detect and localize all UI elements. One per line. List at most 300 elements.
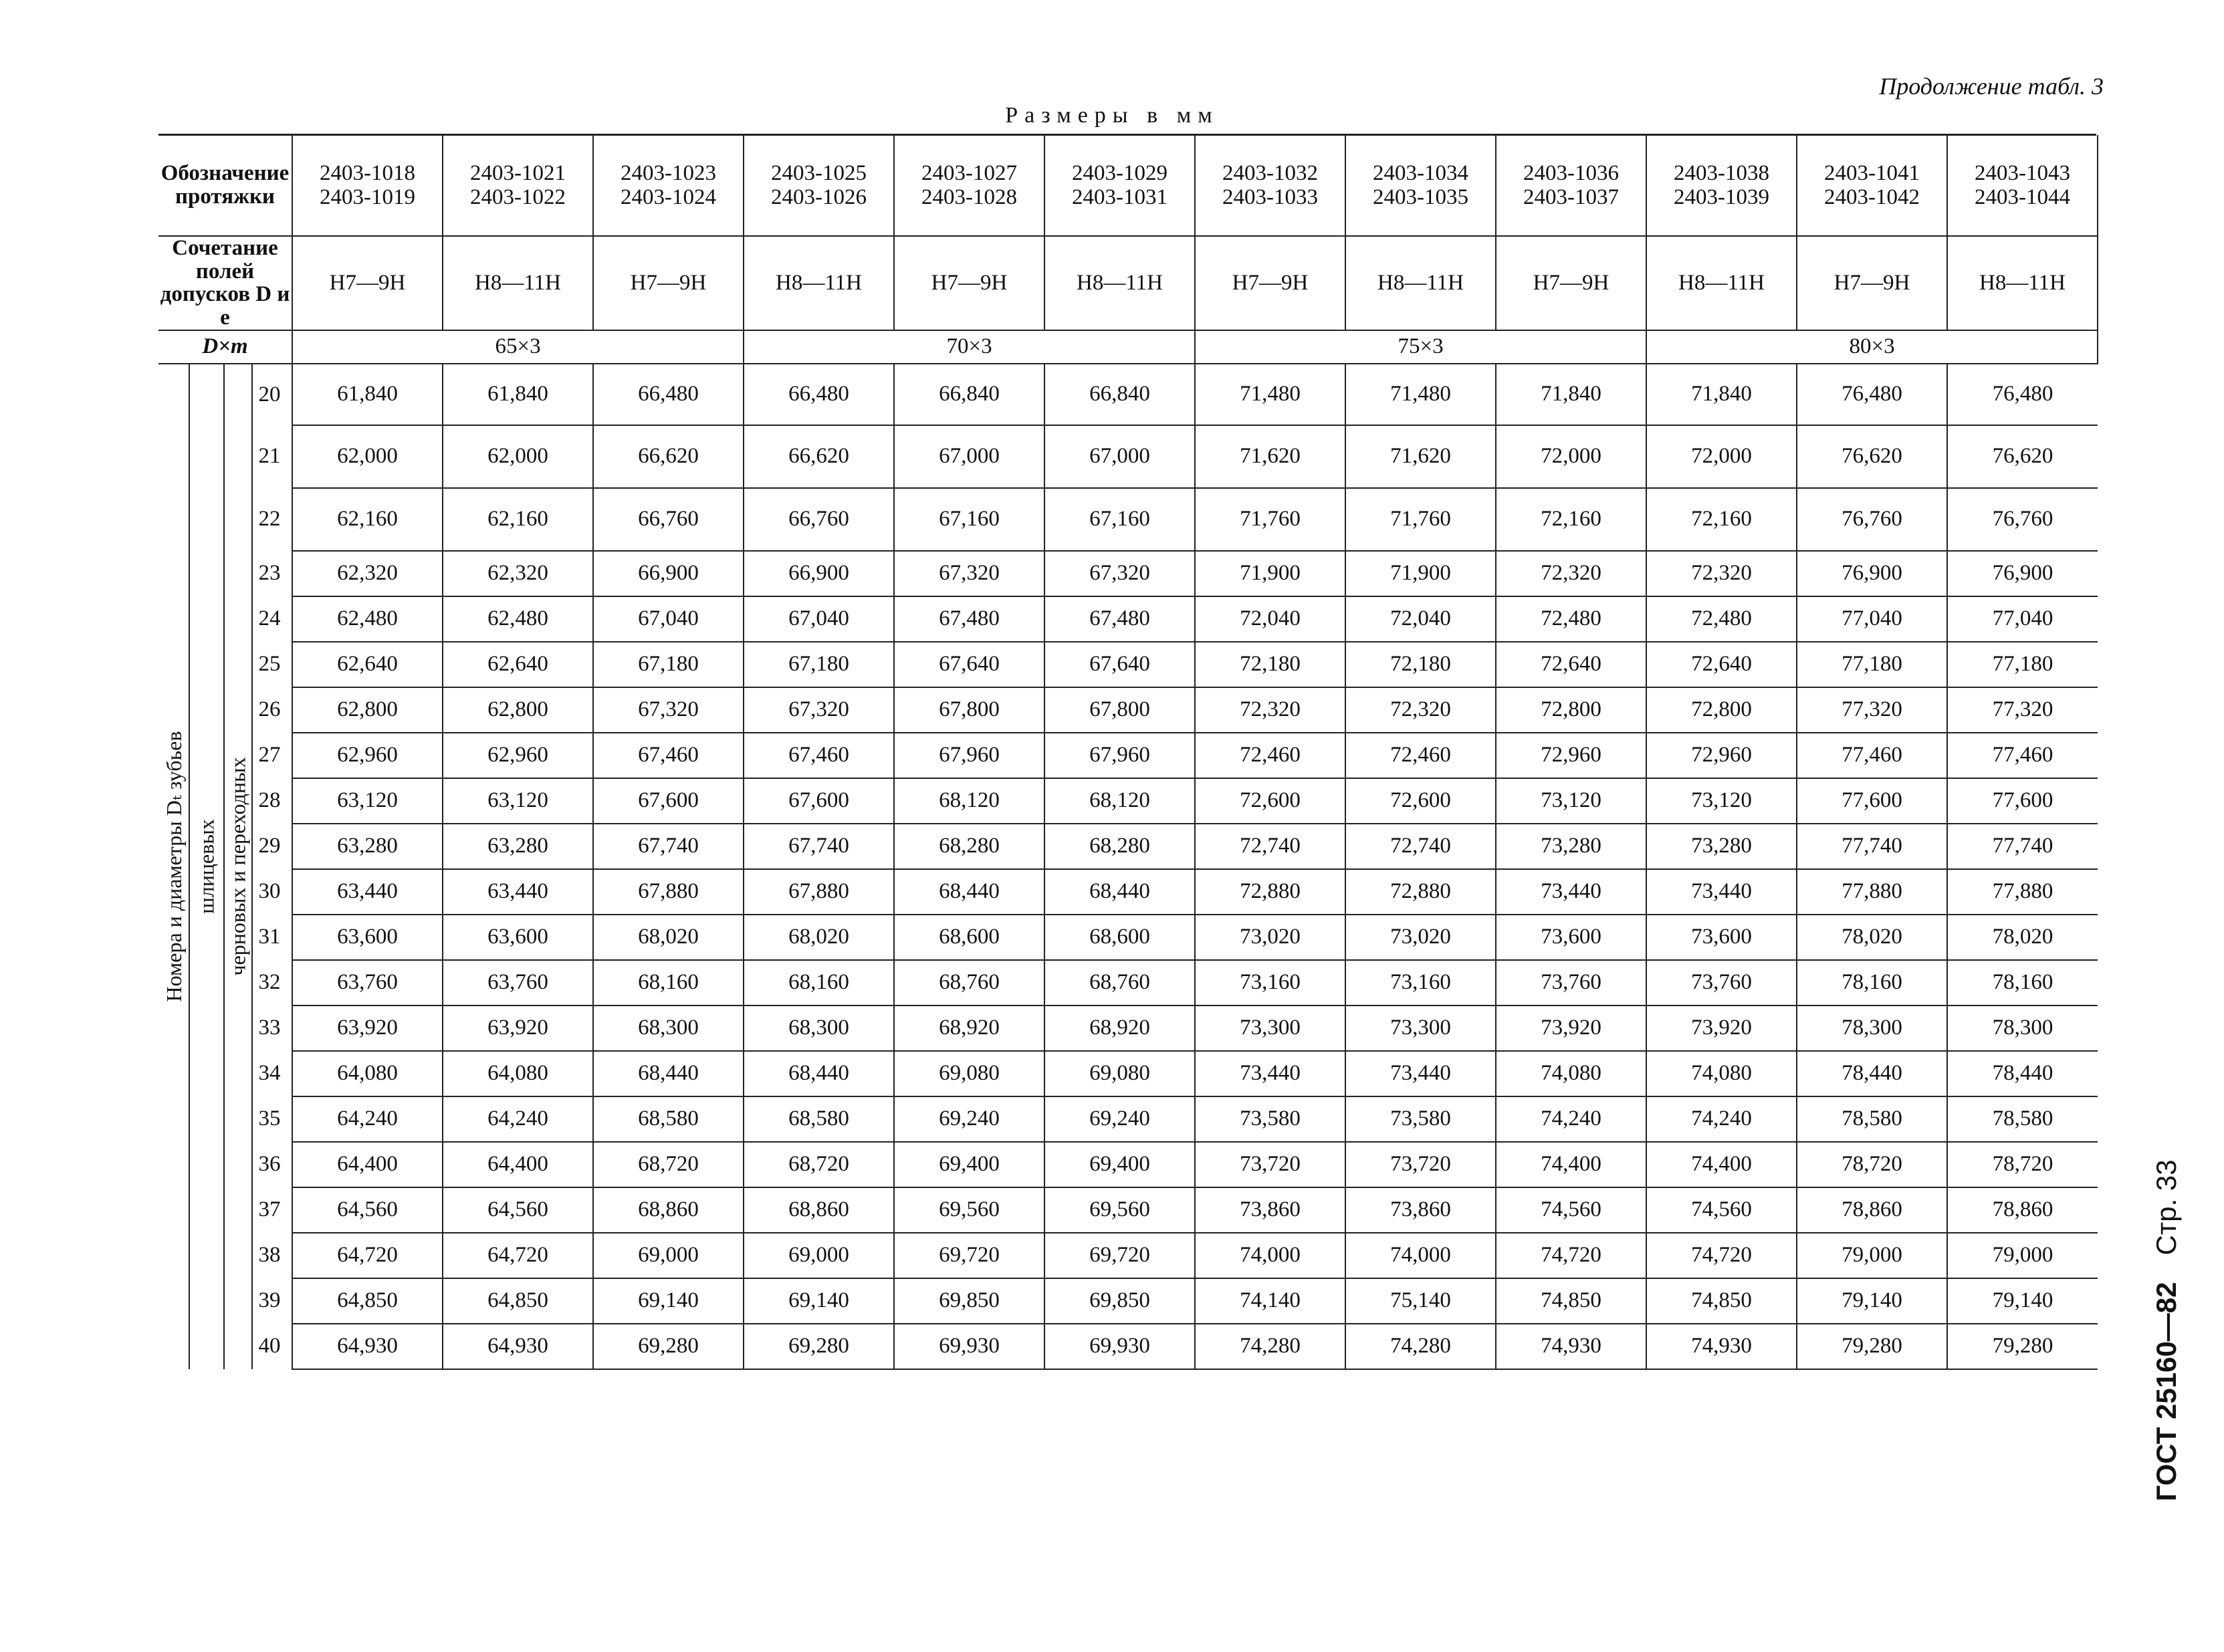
tooth-number: 31 bbox=[252, 915, 292, 960]
diameter-cell: 73,760 bbox=[1496, 960, 1646, 1006]
diameter-cell: 73,440 bbox=[1496, 869, 1646, 915]
diameter-cell: 68,160 bbox=[744, 960, 894, 1006]
broach-code: 2403-1024 bbox=[621, 185, 717, 209]
diameter-cell: 64,930 bbox=[292, 1324, 443, 1369]
diameter-cell: 62,480 bbox=[443, 596, 593, 642]
diameter-cell: 72,480 bbox=[1496, 596, 1646, 642]
diameter-cell: 72,800 bbox=[1496, 687, 1646, 733]
diameter-cell: 73,160 bbox=[1195, 960, 1345, 1006]
diameter-cell: 73,440 bbox=[1345, 1051, 1496, 1096]
diameter-cell: 76,480 bbox=[1947, 364, 2098, 425]
diameter-cell: 77,460 bbox=[1797, 733, 1947, 778]
diameter-cell: 67,460 bbox=[593, 733, 744, 778]
tooth-number: 26 bbox=[252, 687, 292, 733]
diameter-cell: 77,040 bbox=[1797, 596, 1947, 642]
diameter-cell: 67,320 bbox=[1044, 551, 1195, 596]
diameter-cell: 77,320 bbox=[1797, 687, 1947, 733]
diameter-cell: 74,280 bbox=[1195, 1324, 1345, 1369]
diameter-cell: 68,580 bbox=[744, 1096, 894, 1142]
tooth-number: 38 bbox=[252, 1233, 292, 1278]
diameter-cell: 71,620 bbox=[1345, 425, 1496, 488]
broach-code: 2403-1043 bbox=[1975, 160, 2071, 185]
broach-code-cell bbox=[1496, 135, 1646, 236]
diameter-cell: 73,580 bbox=[1345, 1096, 1496, 1142]
diameter-cell: 74,000 bbox=[1195, 1233, 1345, 1278]
diameter-cell: 67,640 bbox=[1044, 642, 1195, 687]
diameter-cell: 67,320 bbox=[593, 687, 744, 733]
diameter-cell: 74,720 bbox=[1496, 1233, 1646, 1278]
table-row bbox=[158, 551, 2098, 596]
diameter-cell: 72,600 bbox=[1195, 778, 1345, 824]
broach-code: 2403-1032 bbox=[1222, 160, 1319, 185]
diameter-cell: 77,600 bbox=[1947, 778, 2098, 824]
standard-sidebar bbox=[2140, 1143, 2193, 1518]
diameter-cell: 67,160 bbox=[1044, 488, 1195, 551]
diameter-cell: 69,560 bbox=[894, 1187, 1044, 1233]
diameter-cell: 71,840 bbox=[1496, 364, 1646, 425]
diameter-cell: 67,960 bbox=[1044, 733, 1195, 778]
tolerance-cell: H7—9H bbox=[1797, 236, 1947, 330]
broach-code-cell bbox=[443, 135, 593, 236]
diameter-cell: 72,460 bbox=[1345, 733, 1496, 778]
page-number: Стр. 33 bbox=[2150, 1159, 2182, 1256]
diameter-cell: 68,600 bbox=[894, 915, 1044, 960]
diameter-cell: 72,320 bbox=[1345, 687, 1496, 733]
diameter-cell: 72,800 bbox=[1646, 687, 1797, 733]
diameter-cell: 69,720 bbox=[894, 1233, 1044, 1278]
table-row bbox=[158, 1142, 2098, 1187]
diameter-cell: 72,000 bbox=[1496, 425, 1646, 488]
diameter-cell: 68,020 bbox=[744, 915, 894, 960]
diameter-cell: 71,760 bbox=[1345, 488, 1496, 551]
diameter-cell: 78,720 bbox=[1947, 1142, 2098, 1187]
diameter-cell: 64,240 bbox=[443, 1096, 593, 1142]
diameter-cell: 73,760 bbox=[1646, 960, 1797, 1006]
diameter-cell: 69,240 bbox=[1044, 1096, 1195, 1142]
diameter-cell: 67,460 bbox=[744, 733, 894, 778]
diameter-cell: 77,880 bbox=[1797, 869, 1947, 915]
broach-code: 2403-1025 bbox=[771, 160, 867, 185]
broach-code: 2403-1042 bbox=[1824, 185, 1920, 209]
header-row-designation bbox=[158, 135, 2098, 236]
diameter-cell: 77,600 bbox=[1797, 778, 1947, 824]
broach-code: 2403-1018 bbox=[320, 160, 416, 185]
diameter-cell: 66,620 bbox=[744, 425, 894, 488]
table-row bbox=[158, 364, 2098, 425]
diameter-cell: 68,020 bbox=[593, 915, 744, 960]
table-row bbox=[158, 642, 2098, 687]
tolerance-cell: H7—9H bbox=[1496, 236, 1646, 330]
diameter-cell: 61,840 bbox=[292, 364, 443, 425]
diameter-cell: 68,300 bbox=[593, 1006, 744, 1051]
diameter-cell: 66,900 bbox=[593, 551, 744, 596]
diameter-cell: 68,860 bbox=[593, 1187, 744, 1233]
diameter-cell: 69,000 bbox=[744, 1233, 894, 1278]
tooth-number: 40 bbox=[252, 1324, 292, 1369]
diameter-cell: 73,280 bbox=[1496, 824, 1646, 869]
broach-code: 2403-1039 bbox=[1674, 185, 1770, 209]
diameter-cell: 72,640 bbox=[1496, 642, 1646, 687]
diameter-cell: 67,960 bbox=[894, 733, 1044, 778]
table-row bbox=[158, 778, 2098, 824]
diameter-cell: 72,880 bbox=[1345, 869, 1496, 915]
diameter-cell: 69,080 bbox=[1044, 1051, 1195, 1096]
diameter-cell: 67,160 bbox=[894, 488, 1044, 551]
tooth-number: 37 bbox=[252, 1187, 292, 1233]
diameter-cell: 76,480 bbox=[1797, 364, 1947, 425]
tooth-number: 28 bbox=[252, 778, 292, 824]
diameter-cell: 68,920 bbox=[1044, 1006, 1195, 1051]
tooth-number: 22 bbox=[252, 488, 292, 551]
diameter-cell: 76,900 bbox=[1947, 551, 2098, 596]
diameter-cell: 67,320 bbox=[744, 687, 894, 733]
diameter-cell: 67,480 bbox=[894, 596, 1044, 642]
diameter-cell: 73,120 bbox=[1646, 778, 1797, 824]
diameter-cell: 73,020 bbox=[1195, 915, 1345, 960]
diameter-cell: 78,300 bbox=[1947, 1006, 2098, 1051]
diameter-cell: 73,300 bbox=[1195, 1006, 1345, 1051]
dm-label: D×m bbox=[158, 330, 292, 364]
table-row bbox=[158, 425, 2098, 488]
diameter-cell: 72,320 bbox=[1195, 687, 1345, 733]
side-label-outer-text: Номера и диаметры Dₜ зубьев bbox=[161, 731, 186, 1002]
diameter-cell: 74,930 bbox=[1646, 1324, 1797, 1369]
table-row bbox=[158, 960, 2098, 1006]
diameter-cell: 64,400 bbox=[443, 1142, 593, 1187]
table-row bbox=[158, 915, 2098, 960]
broach-code-cell bbox=[1195, 135, 1345, 236]
diameter-cell: 67,480 bbox=[1044, 596, 1195, 642]
side-label-middle-text: шлицевых bbox=[194, 819, 219, 914]
diameter-cell: 66,900 bbox=[744, 551, 894, 596]
header-row-tolerance bbox=[158, 236, 2098, 330]
diameter-cell: 73,580 bbox=[1195, 1096, 1345, 1142]
diameter-cell: 77,320 bbox=[1947, 687, 2098, 733]
diameter-cell: 62,960 bbox=[443, 733, 593, 778]
diameter-cell: 73,600 bbox=[1496, 915, 1646, 960]
diameter-cell: 62,160 bbox=[443, 488, 593, 551]
diameter-cell: 73,020 bbox=[1345, 915, 1496, 960]
diameter-cell: 77,740 bbox=[1797, 824, 1947, 869]
diameter-cell: 67,800 bbox=[1044, 687, 1195, 733]
diameter-cell: 78,860 bbox=[1797, 1187, 1947, 1233]
diameter-cell: 62,000 bbox=[292, 425, 443, 488]
diameter-cell: 73,600 bbox=[1646, 915, 1797, 960]
tooth-number: 29 bbox=[252, 824, 292, 869]
diameter-cell: 62,320 bbox=[443, 551, 593, 596]
diameter-cell: 79,280 bbox=[1947, 1324, 2098, 1369]
diameter-cell: 64,400 bbox=[292, 1142, 443, 1187]
diameter-cell: 74,850 bbox=[1496, 1278, 1646, 1324]
diameter-cell: 72,740 bbox=[1195, 824, 1345, 869]
tooth-number: 32 bbox=[252, 960, 292, 1006]
diameter-cell: 69,400 bbox=[894, 1142, 1044, 1187]
tooth-number: 23 bbox=[252, 551, 292, 596]
tolerance-label: Сочетание полей допусков D и e bbox=[158, 236, 292, 330]
diameter-cell: 79,140 bbox=[1947, 1278, 2098, 1324]
diameter-cell: 75,140 bbox=[1345, 1278, 1496, 1324]
diameter-cell: 77,880 bbox=[1947, 869, 2098, 915]
diameter-cell: 63,760 bbox=[292, 960, 443, 1006]
diameter-cell: 79,000 bbox=[1947, 1233, 2098, 1278]
diameter-cell: 63,760 bbox=[443, 960, 593, 1006]
diameter-cell: 78,300 bbox=[1797, 1006, 1947, 1051]
tolerance-cell: H8—11H bbox=[1646, 236, 1797, 330]
diameter-cell: 68,440 bbox=[894, 869, 1044, 915]
diameter-cell: 73,160 bbox=[1345, 960, 1496, 1006]
broach-code-cell bbox=[1797, 135, 1947, 236]
diameter-cell: 74,280 bbox=[1345, 1324, 1496, 1369]
diameter-cell: 62,480 bbox=[292, 596, 443, 642]
diameter-cell: 67,180 bbox=[593, 642, 744, 687]
dm-group-cell: 70×3 bbox=[744, 330, 1195, 364]
broach-code: 2403-1019 bbox=[320, 185, 416, 209]
broach-code: 2403-1029 bbox=[1072, 160, 1168, 185]
diameter-cell: 64,240 bbox=[292, 1096, 443, 1142]
table-row bbox=[158, 1096, 2098, 1142]
diameter-cell: 74,720 bbox=[1646, 1233, 1797, 1278]
diameter-cell: 66,840 bbox=[894, 364, 1044, 425]
diameter-cell: 72,740 bbox=[1345, 824, 1496, 869]
diameter-cell: 68,720 bbox=[744, 1142, 894, 1187]
table-row bbox=[158, 488, 2098, 551]
diameter-cell: 72,000 bbox=[1646, 425, 1797, 488]
broach-code: 2403-1041 bbox=[1824, 160, 1920, 185]
diameter-cell: 76,620 bbox=[1947, 425, 2098, 488]
diameter-cell: 64,850 bbox=[292, 1278, 443, 1324]
diameter-cell: 67,880 bbox=[593, 869, 744, 915]
diameter-cell: 71,480 bbox=[1345, 364, 1496, 425]
diameter-cell: 68,160 bbox=[593, 960, 744, 1006]
diameter-cell: 67,640 bbox=[894, 642, 1044, 687]
broach-code: 2403-1033 bbox=[1222, 185, 1319, 209]
diameter-cell: 77,740 bbox=[1947, 824, 2098, 869]
broach-code: 2403-1038 bbox=[1674, 160, 1770, 185]
diameter-cell: 76,900 bbox=[1797, 551, 1947, 596]
diameter-cell: 74,400 bbox=[1496, 1142, 1646, 1187]
diameter-cell: 72,320 bbox=[1646, 551, 1797, 596]
tolerance-cell: H7—9H bbox=[1195, 236, 1345, 330]
header-row-dm bbox=[158, 330, 2098, 364]
tooth-number: 34 bbox=[252, 1051, 292, 1096]
diameter-cell: 71,900 bbox=[1195, 551, 1345, 596]
tooth-number: 24 bbox=[252, 596, 292, 642]
diameter-cell: 69,400 bbox=[1044, 1142, 1195, 1187]
diameter-cell: 76,760 bbox=[1797, 488, 1947, 551]
diameter-cell: 66,760 bbox=[744, 488, 894, 551]
diameter-cell: 64,930 bbox=[443, 1324, 593, 1369]
broach-code-cell bbox=[1044, 135, 1195, 236]
table-row bbox=[158, 687, 2098, 733]
table-row bbox=[158, 869, 2098, 915]
diameter-cell: 64,080 bbox=[292, 1051, 443, 1096]
broach-code: 2403-1034 bbox=[1373, 160, 1469, 185]
diameter-cell: 69,140 bbox=[744, 1278, 894, 1324]
diameter-cell: 77,040 bbox=[1947, 596, 2098, 642]
tolerance-cell: H8—11H bbox=[1044, 236, 1195, 330]
diameter-cell: 68,280 bbox=[1044, 824, 1195, 869]
diameter-cell: 66,840 bbox=[1044, 364, 1195, 425]
diameter-cell: 64,080 bbox=[443, 1051, 593, 1096]
diameter-cell: 62,320 bbox=[292, 551, 443, 596]
diameter-cell: 68,120 bbox=[894, 778, 1044, 824]
tooth-number: 35 bbox=[252, 1096, 292, 1142]
diameter-cell: 68,760 bbox=[1044, 960, 1195, 1006]
diameter-cell: 73,920 bbox=[1646, 1006, 1797, 1051]
diameter-cell: 72,960 bbox=[1496, 733, 1646, 778]
diameter-cell: 72,460 bbox=[1195, 733, 1345, 778]
table-row bbox=[158, 1051, 2098, 1096]
diameter-cell: 68,580 bbox=[593, 1096, 744, 1142]
diameter-cell: 74,400 bbox=[1646, 1142, 1797, 1187]
diameter-cell: 79,140 bbox=[1797, 1278, 1947, 1324]
diameter-cell: 69,850 bbox=[1044, 1278, 1195, 1324]
broach-code-cell bbox=[744, 135, 894, 236]
diameter-cell: 78,720 bbox=[1797, 1142, 1947, 1187]
diameter-cell: 73,280 bbox=[1646, 824, 1797, 869]
diameter-cell: 78,860 bbox=[1947, 1187, 2098, 1233]
diameter-cell: 72,880 bbox=[1195, 869, 1345, 915]
table-row bbox=[158, 1187, 2098, 1233]
diameter-cell: 67,740 bbox=[593, 824, 744, 869]
diameter-cell: 69,080 bbox=[894, 1051, 1044, 1096]
diameter-cell: 68,440 bbox=[744, 1051, 894, 1096]
table-row bbox=[158, 1324, 2098, 1369]
diameter-cell: 62,640 bbox=[443, 642, 593, 687]
diameter-cell: 67,320 bbox=[894, 551, 1044, 596]
diameter-cell: 72,320 bbox=[1496, 551, 1646, 596]
diameter-cell: 78,440 bbox=[1797, 1051, 1947, 1096]
diameter-cell: 62,640 bbox=[292, 642, 443, 687]
side-label-outer bbox=[158, 364, 189, 1369]
tooth-number: 33 bbox=[252, 1006, 292, 1051]
diameter-cell: 78,020 bbox=[1947, 915, 2098, 960]
diameter-cell: 67,600 bbox=[593, 778, 744, 824]
diameter-cell: 72,040 bbox=[1345, 596, 1496, 642]
diameter-cell: 69,000 bbox=[593, 1233, 744, 1278]
broach-code: 2403-1022 bbox=[470, 185, 566, 209]
table-row bbox=[158, 1006, 2098, 1051]
broach-code: 2403-1023 bbox=[621, 160, 717, 185]
diameter-cell: 78,160 bbox=[1797, 960, 1947, 1006]
broach-diameter-table bbox=[158, 135, 2098, 1370]
diameter-cell: 63,920 bbox=[443, 1006, 593, 1051]
diameter-cell: 76,620 bbox=[1797, 425, 1947, 488]
tolerance-cell: H8—11H bbox=[1947, 236, 2098, 330]
diameter-cell: 66,620 bbox=[593, 425, 744, 488]
diameter-cell: 71,480 bbox=[1195, 364, 1345, 425]
diameter-cell: 74,930 bbox=[1496, 1324, 1646, 1369]
diameter-cell: 69,930 bbox=[894, 1324, 1044, 1369]
diameter-cell: 76,760 bbox=[1947, 488, 2098, 551]
tooth-number: 39 bbox=[252, 1278, 292, 1324]
designation-label: Обозначение протяжки bbox=[158, 135, 292, 236]
broach-code: 2403-1021 bbox=[470, 160, 566, 185]
diameter-cell: 74,560 bbox=[1646, 1187, 1797, 1233]
diameter-cell: 74,560 bbox=[1496, 1187, 1646, 1233]
tolerance-cell: H8—11H bbox=[1345, 236, 1496, 330]
side-label-inner-text: черновых и переходных bbox=[225, 757, 250, 976]
diameter-cell: 67,040 bbox=[593, 596, 744, 642]
diameter-cell: 68,720 bbox=[593, 1142, 744, 1187]
diameter-cell: 78,440 bbox=[1947, 1051, 2098, 1096]
diameter-cell: 71,620 bbox=[1195, 425, 1345, 488]
tolerance-cell: H8—11H bbox=[443, 236, 593, 330]
diameter-cell: 73,440 bbox=[1195, 1051, 1345, 1096]
diameter-cell: 79,280 bbox=[1797, 1324, 1947, 1369]
diameter-cell: 67,800 bbox=[894, 687, 1044, 733]
diameter-cell: 71,900 bbox=[1345, 551, 1496, 596]
diameter-cell: 73,860 bbox=[1195, 1187, 1345, 1233]
diameter-cell: 68,440 bbox=[1044, 869, 1195, 915]
broach-code: 2403-1026 bbox=[771, 185, 867, 209]
diameter-cell: 68,600 bbox=[1044, 915, 1195, 960]
diameter-cell: 62,800 bbox=[443, 687, 593, 733]
tolerance-cell: H7—9H bbox=[894, 236, 1044, 330]
diameter-cell: 77,180 bbox=[1797, 642, 1947, 687]
diameter-cell: 62,000 bbox=[443, 425, 593, 488]
tooth-number: 20 bbox=[252, 364, 292, 425]
diameter-cell: 74,140 bbox=[1195, 1278, 1345, 1324]
diameter-cell: 61,840 bbox=[443, 364, 593, 425]
broach-code: 2403-1037 bbox=[1523, 185, 1620, 209]
broach-code-cell bbox=[292, 135, 443, 236]
dm-group-cell: 75×3 bbox=[1195, 330, 1646, 364]
diameter-cell: 72,180 bbox=[1345, 642, 1496, 687]
broach-code: 2403-1044 bbox=[1975, 185, 2071, 209]
diameter-cell: 68,120 bbox=[1044, 778, 1195, 824]
diameter-cell: 68,860 bbox=[744, 1187, 894, 1233]
tolerance-cell: H8—11H bbox=[744, 236, 894, 330]
diameter-cell: 63,600 bbox=[443, 915, 593, 960]
diameter-cell: 73,300 bbox=[1345, 1006, 1496, 1051]
diameter-cell: 62,960 bbox=[292, 733, 443, 778]
diameter-cell: 63,920 bbox=[292, 1006, 443, 1051]
diameter-cell: 64,850 bbox=[443, 1278, 593, 1324]
diameter-cell: 64,720 bbox=[292, 1233, 443, 1278]
diameter-cell: 74,240 bbox=[1646, 1096, 1797, 1142]
table-row bbox=[158, 1233, 2098, 1278]
diameter-cell: 78,160 bbox=[1947, 960, 2098, 1006]
broach-code-cell bbox=[1947, 135, 2098, 236]
diameter-cell: 72,180 bbox=[1195, 642, 1345, 687]
diameter-cell: 73,120 bbox=[1496, 778, 1646, 824]
diameter-cell: 72,480 bbox=[1646, 596, 1797, 642]
diameter-cell: 63,120 bbox=[292, 778, 443, 824]
diameter-cell: 72,600 bbox=[1345, 778, 1496, 824]
diameter-cell: 63,120 bbox=[443, 778, 593, 824]
tooth-number: 27 bbox=[252, 733, 292, 778]
diameter-cell: 69,140 bbox=[593, 1278, 744, 1324]
diameter-cell: 68,760 bbox=[894, 960, 1044, 1006]
diameter-cell: 69,930 bbox=[1044, 1324, 1195, 1369]
diameter-cell: 72,960 bbox=[1646, 733, 1797, 778]
dm-group-cell: 65×3 bbox=[292, 330, 744, 364]
diameter-cell: 69,560 bbox=[1044, 1187, 1195, 1233]
diameter-cell: 64,560 bbox=[292, 1187, 443, 1233]
diameter-cell: 68,440 bbox=[593, 1051, 744, 1096]
diameter-cell: 64,560 bbox=[443, 1187, 593, 1233]
diameter-cell: 63,440 bbox=[292, 869, 443, 915]
diameter-cell: 69,240 bbox=[894, 1096, 1044, 1142]
diameter-cell: 74,080 bbox=[1496, 1051, 1646, 1096]
diameter-cell: 67,600 bbox=[744, 778, 894, 824]
tooth-number: 36 bbox=[252, 1142, 292, 1187]
diameter-cell: 67,740 bbox=[744, 824, 894, 869]
diameter-cell: 71,760 bbox=[1195, 488, 1345, 551]
diameter-cell: 74,000 bbox=[1345, 1233, 1496, 1278]
diameter-cell: 62,160 bbox=[292, 488, 443, 551]
